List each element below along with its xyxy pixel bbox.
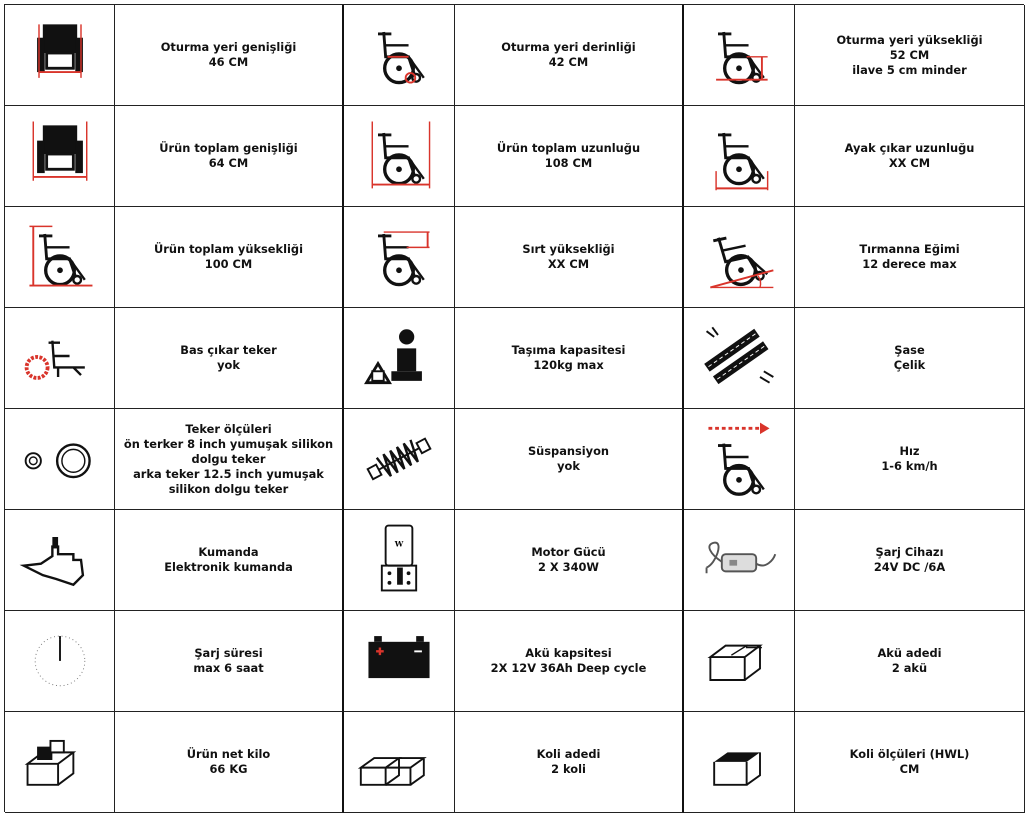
clock-icon [12, 617, 108, 705]
spec-icon-cell [344, 409, 455, 510]
spec-text-cell [455, 510, 684, 611]
spec-text-cell [115, 207, 344, 308]
spec-label: Koli adedi [536, 747, 601, 761]
spec-icon-cell [5, 207, 115, 308]
spec-value: 42 CM [548, 55, 589, 69]
seat-depth-icon [351, 11, 447, 99]
spec-text-cell [455, 308, 684, 409]
spec-icon-cell [5, 712, 115, 813]
spec-table [4, 4, 1024, 812]
spec-label: Tırmanna Eğimi [859, 242, 960, 256]
spec-value: 100 CM [204, 257, 253, 271]
spec-icon-cell [344, 510, 455, 611]
spec-label: Ürün toplam uzunluğu [496, 141, 641, 155]
spec-icon-cell [5, 409, 115, 510]
spec-label: Ürün toplam yüksekliği [154, 242, 303, 256]
spec-label: Koli ölçüleri (HWL) [849, 747, 970, 761]
spec-label: Akü kapsitesi [525, 646, 612, 660]
spec-icon-cell [344, 106, 455, 207]
spec-value: 2 akü [891, 661, 928, 675]
motor-label: W [394, 539, 404, 549]
spec-icon-cell [5, 106, 115, 207]
climb-slope-icon [691, 213, 787, 301]
spec-value: 66 KG [209, 762, 248, 776]
spec-value: silikon dolgu teker [168, 481, 289, 496]
spec-label: Teker ölçüleri [185, 421, 272, 436]
battery-count-box-icon [691, 617, 787, 705]
spec-text-cell [455, 409, 684, 510]
spec-value: Çelik [893, 358, 926, 372]
spec-text-cell [795, 409, 1025, 510]
spec-icon-cell [5, 611, 115, 712]
spec-icon-cell [5, 308, 115, 409]
spec-icon-cell [684, 106, 795, 207]
spec-text-cell [115, 106, 344, 207]
spec-value: 2X 12V 36Ah Deep cycle [490, 661, 647, 675]
spec-label: Oturma yeri genişliği [160, 40, 297, 54]
spec-icon-cell [684, 207, 795, 308]
joystick-controller-icon [12, 516, 108, 604]
spec-text-cell [795, 611, 1025, 712]
spec-text-cell [115, 712, 344, 813]
spec-text-cell [455, 611, 684, 712]
overall-length-icon [351, 112, 447, 200]
spec-text-cell [795, 106, 1025, 207]
spec-icon-cell [344, 611, 455, 712]
spec-icon-cell [684, 611, 795, 712]
spec-text-cell [115, 611, 344, 712]
spec-text-cell [455, 207, 684, 308]
spec-icon-cell [684, 712, 795, 813]
spec-text-cell [115, 308, 344, 409]
spec-text-cell [795, 207, 1025, 308]
spec-value: 1-6 km/h [881, 459, 938, 473]
spec-text-cell [455, 106, 684, 207]
spec-value: 24V DC /6A [873, 560, 946, 574]
spec-label: Oturma yeri derinliği [501, 40, 636, 54]
spec-value: XX CM [888, 156, 931, 170]
spec-text-cell [115, 5, 344, 106]
spec-value: 46 CM [208, 55, 249, 69]
spec-value: arka teker 12.5 inch yumuşak [133, 466, 324, 481]
spec-label: Ürün toplam genişliği [159, 141, 298, 155]
spec-icon-cell [5, 5, 115, 106]
overall-height-icon [12, 213, 108, 301]
spec-value: CM [899, 762, 920, 776]
spec-text-cell [115, 510, 344, 611]
spec-icon-cell [684, 308, 795, 409]
spec-icon-cell [344, 308, 455, 409]
net-weight-box-icon [12, 718, 108, 806]
spec-icon-cell [684, 409, 795, 510]
spec-text-cell [795, 308, 1025, 409]
spec-label: Kumanda [198, 545, 259, 559]
spec-value: 2 X 340W [538, 560, 599, 574]
spec-value: ön terker 8 inch yumuşak silikon [123, 436, 334, 451]
seat-width-icon [12, 11, 108, 99]
spec-label: Şarj süresi [194, 646, 263, 660]
spec-icon-cell [5, 510, 115, 611]
spec-icon-cell [684, 510, 795, 611]
spec-label: Hız [899, 444, 920, 458]
spec-icon-cell [344, 712, 455, 813]
spec-label: Taşıma kapasitesi [511, 343, 626, 357]
spec-label: Şase [894, 343, 925, 357]
spec-text-cell [795, 712, 1025, 813]
spec-label: Şarj Cihazı [875, 545, 944, 559]
spec-label: Akü adedi [877, 646, 942, 660]
back-height-icon [351, 213, 447, 301]
spec-value: 2 koli [551, 762, 586, 776]
wheels-icon [12, 415, 108, 503]
charger-icon [691, 516, 787, 604]
spec-text-cell [455, 712, 684, 813]
spec-label: Ürün net kilo [186, 747, 271, 761]
spec-text-cell [115, 409, 344, 510]
speed-icon [691, 415, 787, 503]
spec-icon-cell [684, 5, 795, 106]
spec-text-cell [795, 510, 1025, 611]
spec-label: Süspansiyon [527, 444, 610, 458]
spec-value: max 6 saat [193, 661, 264, 675]
spec-value: 12 derece max [862, 257, 957, 271]
spec-icon-cell [344, 5, 455, 106]
spec-value: Elektronik kumanda [164, 560, 293, 574]
spec-value: 120kg max [533, 358, 604, 372]
spec-icon-cell [344, 207, 455, 308]
seat-height-icon [691, 11, 787, 99]
spec-value: yok [217, 358, 240, 372]
spec-value: 64 CM [208, 156, 249, 170]
overall-width-icon [12, 112, 108, 200]
spec-text-cell [795, 5, 1025, 106]
spec-value: 108 CM [544, 156, 593, 170]
spec-label: Sırt yüksekliği [522, 242, 615, 256]
spec-value: ilave 5 cm minder [852, 62, 967, 77]
anti-tip-wheel-icon [12, 314, 108, 402]
package-dimensions-icon [691, 718, 787, 806]
spec-value: 52 CM [889, 47, 930, 62]
load-capacity-icon [351, 314, 447, 402]
spec-text-cell [455, 5, 684, 106]
package-count-icon [351, 718, 447, 806]
spec-label: Oturma yeri yüksekliği [836, 32, 983, 47]
battery-icon [351, 617, 447, 705]
spec-value: yok [557, 459, 580, 473]
spec-label: Ayak çıkar uzunluğu [844, 141, 975, 155]
spec-label: Bas çıkar teker [180, 343, 277, 357]
suspension-spring-icon [351, 415, 447, 503]
spec-label: Motor Gücü [531, 545, 606, 559]
chassis-icon [691, 314, 787, 402]
spec-value: dolgu teker [191, 451, 266, 466]
motor-icon [351, 516, 447, 604]
spec-value: XX CM [547, 257, 590, 271]
footrest-length-icon [691, 112, 787, 200]
